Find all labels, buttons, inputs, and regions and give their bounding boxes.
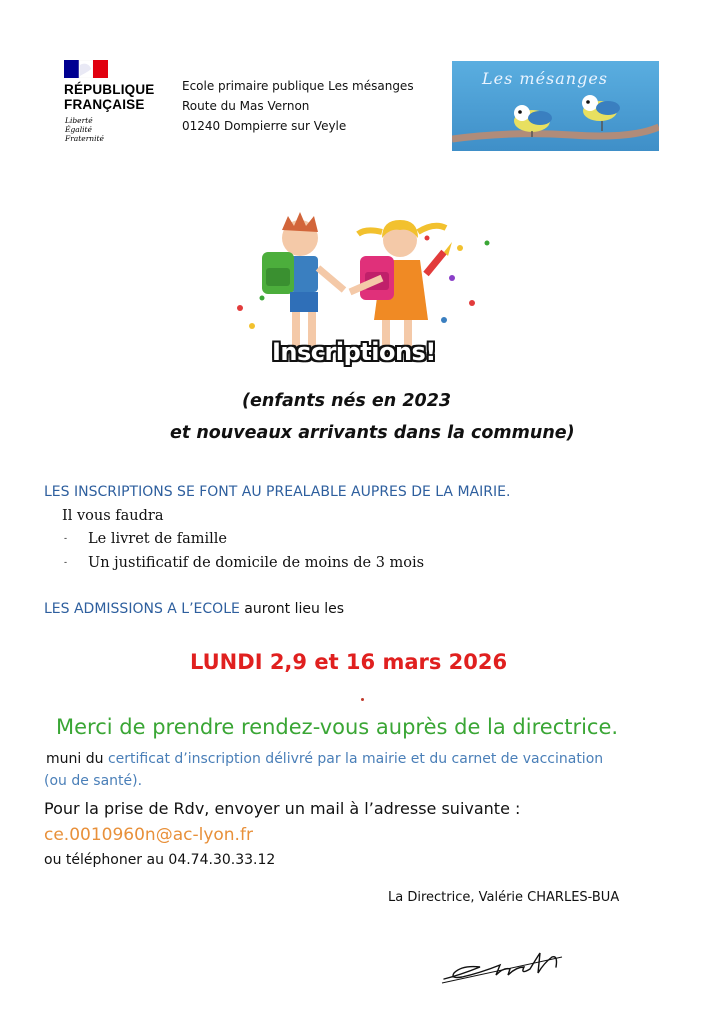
prealable-period: . — [505, 484, 511, 500]
motto-liberte: Liberté — [65, 116, 93, 125]
motto-egalite: Égalité — [65, 125, 92, 134]
requirement-justificatif: Un justificatif de domicile de moins de 3 mois — [88, 555, 425, 571]
republique-motto — [65, 116, 104, 143]
muni-prefix: muni du — [46, 751, 108, 767]
phone-line: ou téléphoner au 04.74.30.33.12 — [44, 852, 276, 868]
requirement-livret: Le livret de famille — [88, 531, 227, 547]
requirement-item — [64, 531, 227, 547]
admissions-caps: LES ADMISSIONS A L’ECOLE — [44, 601, 240, 617]
bullet-dash: - — [64, 558, 68, 568]
school-address — [182, 76, 414, 136]
certificat-text: certificat d’inscription délivré par la mairie — [107, 751, 407, 767]
carnet-text: et du carnet de vaccination — [406, 751, 604, 767]
school-city: 01240 Dompierre sur Veyle — [182, 119, 347, 133]
school-name: Ecole primaire publique Les mésanges — [182, 79, 414, 93]
mesanges-banner — [452, 61, 659, 151]
prealable-text: LES INSCRIPTIONS SE FONT AU PREALABLE AUPRES DE LA MAIRIE — [44, 484, 506, 500]
sante-text: (ou de santé). — [44, 773, 143, 789]
motto-fraternite: Fraternité — [65, 134, 104, 143]
signature-name: La Directrice, Valérie CHARLES-BUA — [388, 890, 620, 905]
decorative-dot — [361, 698, 364, 701]
appointment-message: Merci de prendre rendez-vous auprès de la directrice. — [56, 715, 619, 739]
handwritten-signature — [440, 945, 570, 985]
documents-line — [46, 751, 603, 767]
prealable-line — [44, 484, 510, 500]
subtitle-line1: (enfants nés en 2023 — [242, 391, 452, 411]
admissions-line — [44, 601, 344, 617]
bullet-dash: - — [64, 534, 68, 544]
school-street: Route du Mas Vernon — [182, 99, 310, 113]
subtitle-line2: et nouveaux arrivants dans la commune) — [170, 423, 575, 443]
email-link[interactable]: ce.0010960n@ac-lyon.fr — [44, 825, 253, 845]
requirement-item — [64, 555, 424, 571]
republique-line: RÉPUBLIQUE — [64, 82, 155, 97]
republique-francaise-title — [64, 82, 155, 112]
requirements-intro: Il vous faudra — [62, 508, 164, 524]
admissions-rest: auront lieu les — [239, 601, 345, 617]
francaise-line: FRANÇAISE — [64, 97, 145, 112]
admission-dates: LUNDI 2,9 et 16 mars 2026 — [190, 650, 508, 674]
marianne-logo — [64, 60, 108, 78]
rdv-instruction: Pour la prise de Rdv, envoyer un mail à l’adresse suivante : — [44, 799, 521, 818]
banner-text: Les mésanges — [482, 69, 609, 88]
inscriptions-title: Inscriptions! — [272, 338, 436, 366]
